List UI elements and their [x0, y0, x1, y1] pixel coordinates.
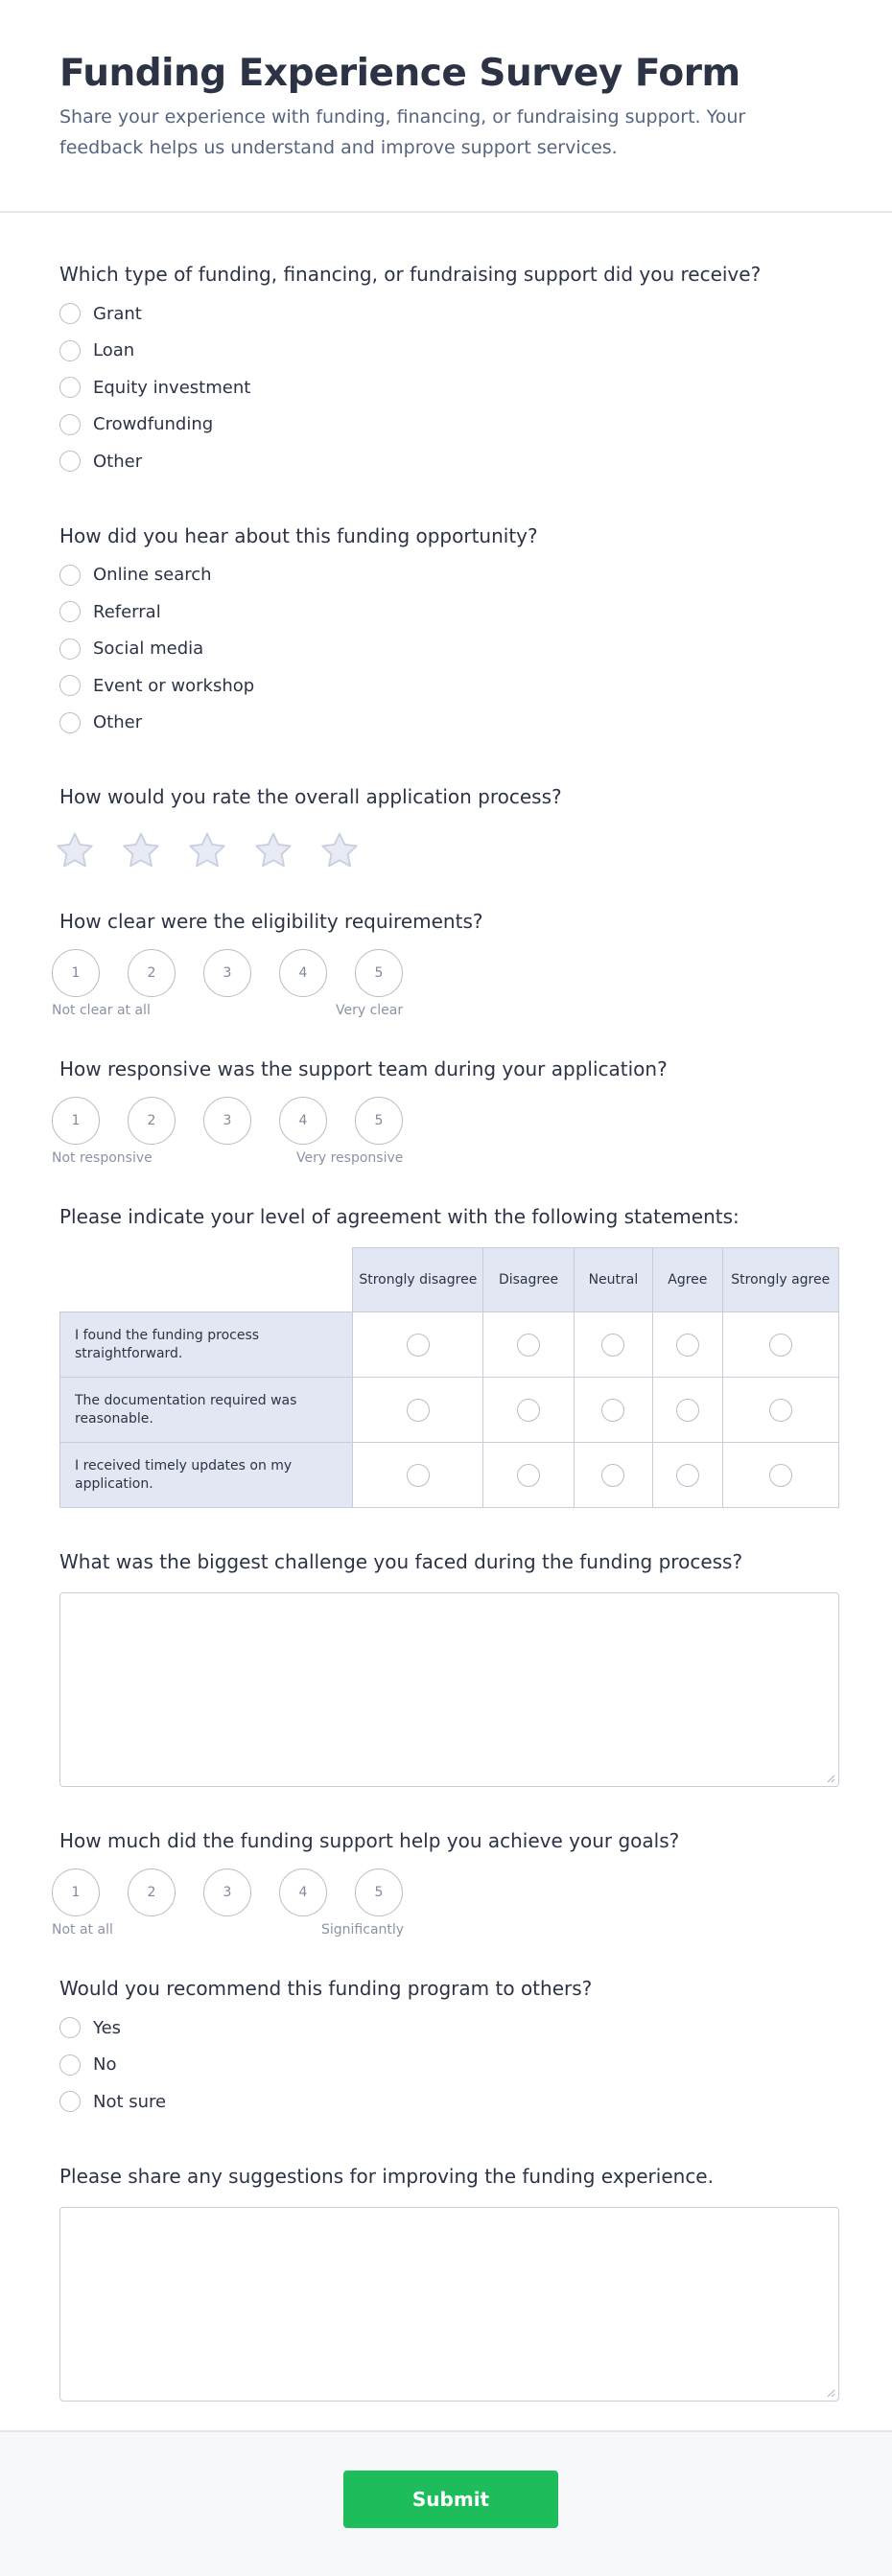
radio-button[interactable] [517, 1464, 540, 1487]
resize-grip-icon[interactable] [826, 1774, 835, 1783]
star-icon[interactable] [54, 829, 96, 871]
radio-group [59, 2009, 839, 2121]
suggestions-textarea[interactable] [59, 2207, 839, 2402]
matrix-row [60, 1378, 839, 1443]
scale-option-5[interactable]: 5 [355, 1868, 403, 1916]
radio-option-event[interactable] [59, 667, 839, 705]
radio-button[interactable] [59, 414, 81, 435]
question-goal-achievement [52, 1829, 839, 1945]
radio-label: Not sure [93, 2091, 167, 2112]
question-application-rating [59, 785, 839, 871]
radio-button[interactable] [59, 638, 81, 660]
radio-button[interactable] [59, 712, 81, 733]
matrix-row [60, 1312, 839, 1378]
question-label: Which type of funding, financing, or fundraising support did you receive? [59, 263, 762, 286]
radio-button[interactable] [769, 1399, 792, 1422]
scale-labels [52, 1003, 839, 1026]
scale-option-2[interactable]: 2 [128, 949, 176, 997]
matrix-cell[interactable] [574, 1443, 652, 1508]
radio-option-referral[interactable] [59, 593, 839, 631]
radio-button[interactable] [59, 303, 81, 324]
question-label: How did you hear about this funding opportunity? [59, 523, 538, 547]
radio-button[interactable] [676, 1399, 699, 1422]
matrix-cell[interactable] [353, 1443, 483, 1508]
scale-option-1[interactable]: 1 [52, 949, 100, 997]
radio-button[interactable] [769, 1464, 792, 1487]
scale-option-3[interactable]: 3 [203, 1097, 251, 1145]
radio-button[interactable] [601, 1399, 624, 1422]
question-funding-type [59, 263, 839, 480]
radio-group [59, 295, 839, 480]
scale-labels [52, 1150, 839, 1173]
matrix-column-header: Disagree [483, 1248, 574, 1312]
matrix-cell[interactable] [483, 1443, 574, 1508]
question-label: How much did the funding support help you achieve your goals? [59, 1829, 680, 1852]
radio-label: Online search [93, 565, 212, 586]
scale-rating [52, 1097, 839, 1145]
question-agreement-matrix [59, 1205, 839, 1508]
question-biggest-challenge [59, 1550, 839, 1787]
matrix-cell[interactable] [653, 1443, 722, 1508]
matrix-cell[interactable] [483, 1378, 574, 1443]
radio-option-grant[interactable] [59, 295, 839, 333]
matrix-column-header: Neutral [574, 1248, 652, 1312]
radio-option-other[interactable] [59, 443, 839, 480]
submit-button[interactable]: Submit [343, 2471, 558, 2528]
radio-group [59, 557, 839, 742]
scale-low-label: Not at all [52, 1922, 113, 1938]
star-icon[interactable] [318, 829, 361, 871]
matrix-cell[interactable] [483, 1312, 574, 1378]
radio-button[interactable] [59, 2017, 81, 2038]
scale-option-1[interactable]: 1 [52, 1097, 100, 1145]
scale-high-label: Significantly [321, 1922, 405, 1938]
form-title: Funding Experience Survey Form [59, 52, 740, 95]
form-header [0, 0, 892, 213]
star-icon[interactable] [252, 829, 294, 871]
radio-button[interactable] [59, 2054, 81, 2076]
radio-option-crowdfunding[interactable] [59, 406, 839, 444]
radio-label: Equity investment [93, 377, 251, 398]
scale-option-5[interactable]: 5 [355, 949, 403, 997]
scale-option-2[interactable]: 2 [128, 1097, 176, 1145]
radio-button[interactable] [59, 377, 81, 398]
radio-label: Event or workshop [93, 675, 255, 696]
question-support-responsiveness [52, 1057, 839, 1173]
star-rating [54, 829, 839, 871]
radio-button[interactable] [59, 451, 81, 472]
scale-high-label: Very clear [336, 1003, 404, 1018]
scale-labels [52, 1922, 839, 1945]
radio-option-no[interactable] [59, 2047, 839, 2084]
radio-option-yes[interactable] [59, 2009, 839, 2047]
radio-button[interactable] [59, 675, 81, 696]
radio-button[interactable] [59, 601, 81, 622]
radio-label: Referral [93, 601, 161, 622]
radio-button[interactable] [59, 565, 81, 586]
question-label: How responsive was the support team during your application? [59, 1057, 668, 1080]
matrix-row [60, 1443, 839, 1508]
matrix-cell[interactable] [722, 1443, 838, 1508]
scale-option-4[interactable]: 4 [279, 1097, 327, 1145]
radio-label: Other [93, 451, 143, 472]
radio-option-other[interactable] [59, 705, 839, 742]
radio-button[interactable] [517, 1334, 540, 1357]
form-subtitle: Share your experience with funding, financing, or fundraising support. Your feedback helps us understand and improve support services. [59, 106, 746, 158]
scale-option-4[interactable]: 4 [279, 1868, 327, 1916]
question-suggestions [59, 2165, 839, 2402]
matrix-corner [60, 1248, 353, 1312]
matrix-cell[interactable] [653, 1312, 722, 1378]
question-label: Would you recommend this funding program to others? [59, 1977, 593, 2000]
radio-option-online-search[interactable] [59, 557, 839, 594]
matrix-cell[interactable] [353, 1378, 483, 1443]
form-body [0, 263, 892, 2402]
radio-label: Loan [93, 340, 135, 361]
agreement-matrix [59, 1247, 839, 1508]
radio-button[interactable] [407, 1399, 430, 1422]
star-icon[interactable] [120, 829, 162, 871]
question-label: Please indicate your level of agreement with the following statements: [59, 1205, 739, 1228]
question-label: How clear were the eligibility requirements? [59, 910, 483, 933]
scale-option-2[interactable]: 2 [128, 1868, 176, 1916]
radio-button[interactable] [407, 1464, 430, 1487]
resize-grip-icon[interactable] [826, 2388, 835, 2398]
form-footer [0, 2430, 892, 2576]
radio-button[interactable] [601, 1334, 624, 1357]
scale-option-1[interactable]: 1 [52, 1868, 100, 1916]
radio-button[interactable] [59, 340, 81, 361]
scale-rating [52, 1868, 839, 1916]
radio-option-social-media[interactable] [59, 631, 839, 668]
challenge-textarea[interactable] [59, 1592, 839, 1787]
question-recommend [59, 1977, 839, 2121]
matrix-column-header: Strongly agree [722, 1248, 838, 1312]
radio-button[interactable] [601, 1464, 624, 1487]
matrix-row-header: The documentation required was reasonable. [60, 1378, 353, 1443]
scale-low-label: Not responsive [52, 1150, 153, 1166]
matrix-cell[interactable] [653, 1378, 722, 1443]
matrix-column-header: Agree [653, 1248, 722, 1312]
radio-label: Grant [93, 303, 142, 324]
matrix-row-header: I found the funding process straightforward. [60, 1312, 353, 1378]
scale-option-3[interactable]: 3 [203, 949, 251, 997]
matrix-row-header: I received timely updates on my application. [60, 1443, 353, 1508]
matrix-header-row [60, 1248, 839, 1312]
radio-option-not-sure[interactable] [59, 2083, 839, 2121]
radio-label: No [93, 2054, 117, 2076]
radio-option-equity[interactable] [59, 369, 839, 406]
scale-option-5[interactable]: 5 [355, 1097, 403, 1145]
radio-label: Yes [93, 2017, 122, 2038]
radio-label: Crowdfunding [93, 414, 214, 435]
matrix-column-header: Strongly disagree [353, 1248, 483, 1312]
scale-high-label: Very responsive [296, 1150, 404, 1166]
matrix-cell[interactable] [353, 1312, 483, 1378]
radio-button[interactable] [517, 1399, 540, 1422]
matrix-cell[interactable] [574, 1312, 652, 1378]
scale-option-3[interactable]: 3 [203, 1868, 251, 1916]
radio-label: Social media [93, 638, 204, 660]
matrix-cell[interactable] [722, 1378, 838, 1443]
scale-rating [52, 949, 839, 997]
radio-button[interactable] [407, 1334, 430, 1357]
radio-button[interactable] [769, 1334, 792, 1357]
question-hear-about [59, 524, 839, 742]
radio-label: Other [93, 712, 143, 733]
question-eligibility-clarity [52, 910, 839, 1026]
scale-option-4[interactable]: 4 [279, 949, 327, 997]
question-label: How would you rate the overall application process? [59, 785, 562, 808]
star-icon[interactable] [186, 829, 228, 871]
matrix-cell[interactable] [574, 1378, 652, 1443]
radio-button[interactable] [676, 1464, 699, 1487]
radio-button[interactable] [676, 1334, 699, 1357]
radio-button[interactable] [59, 2091, 81, 2112]
matrix-cell[interactable] [722, 1312, 838, 1378]
scale-low-label: Not clear at all [52, 1003, 151, 1018]
question-label: What was the biggest challenge you faced during the funding process? [59, 1550, 743, 1573]
radio-option-loan[interactable] [59, 333, 839, 370]
question-label: Please share any suggestions for improving the funding experience. [59, 2164, 714, 2188]
